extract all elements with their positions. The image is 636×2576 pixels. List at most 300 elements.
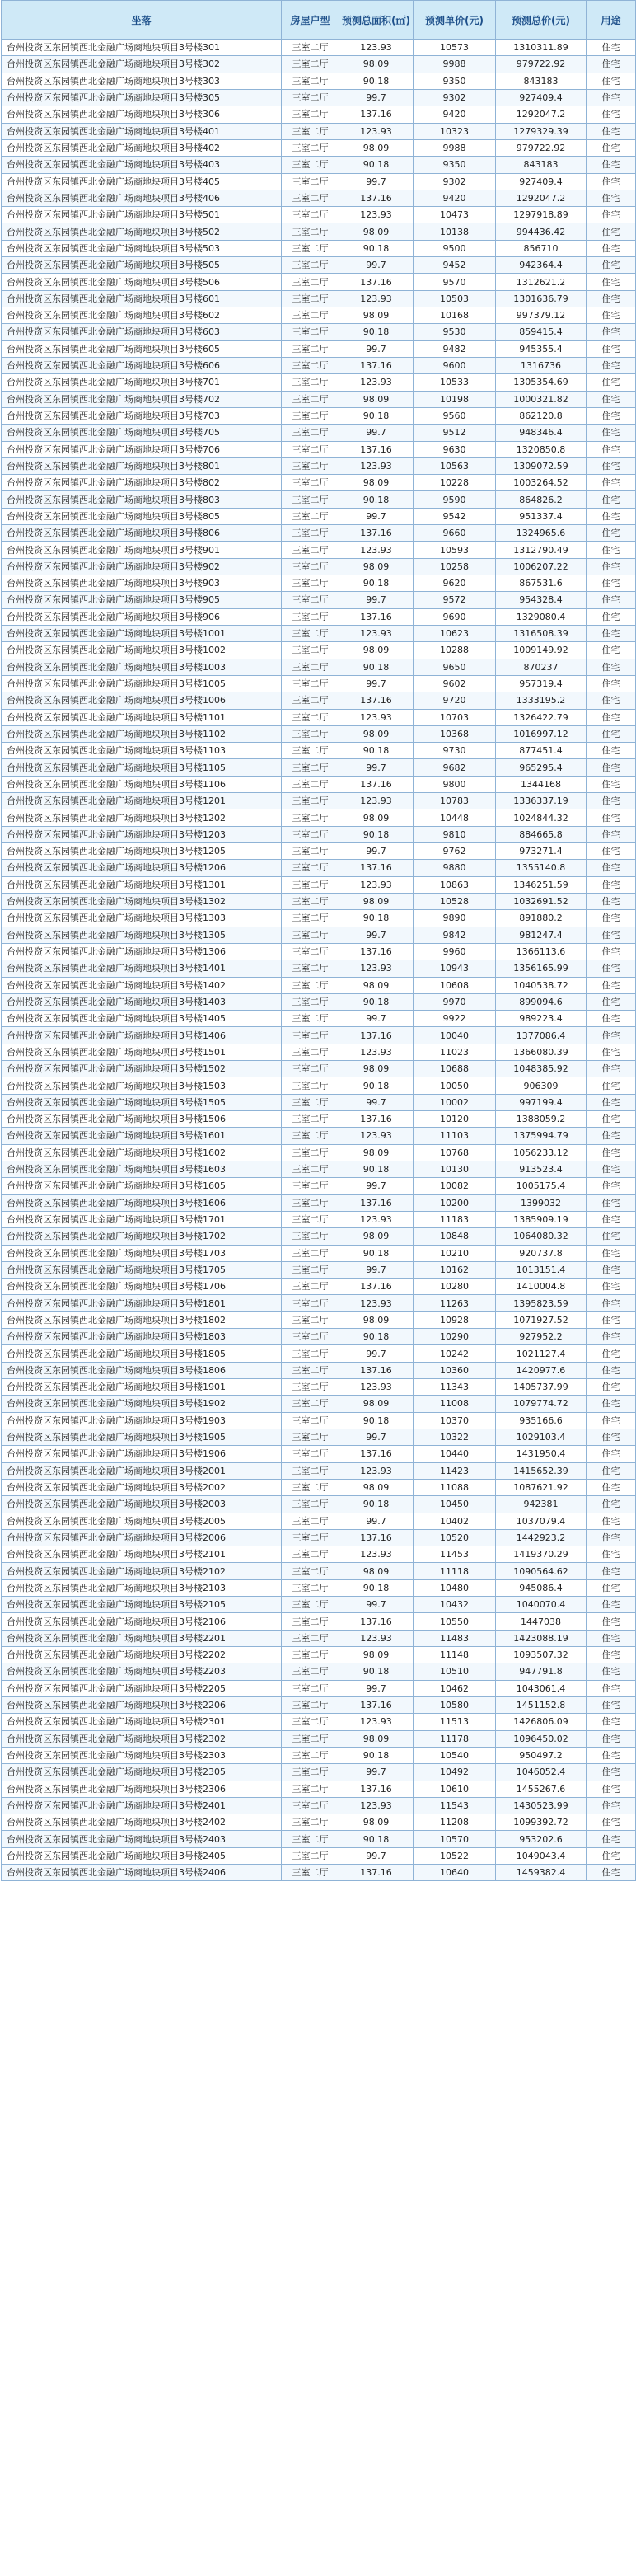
cell-location: 台州投资区东园镇西北金融广场商地块项目3号楼1602 [2,1144,282,1161]
cell-unit-price: 9730 [414,743,496,759]
cell-area: 123.93 [339,542,414,558]
cell-area: 99.7 [339,1261,414,1278]
cell-usage: 住宅 [587,1379,636,1396]
cell-unit-type: 三室二厅 [282,993,339,1010]
cell-unit-type: 三室二厅 [282,1144,339,1161]
table-row [2,1211,636,1227]
cell-location: 台州投资区东园镇西北金融广场商地块项目3号楼1906 [2,1446,282,1462]
cell-usage: 住宅 [587,1279,636,1295]
cell-usage: 住宅 [587,1329,636,1345]
cell-total-price: 948346.4 [496,425,587,441]
cell-location: 台州投资区东园镇西北金融广场商地块项目3号楼1705 [2,1261,282,1278]
cell-usage: 住宅 [587,307,636,324]
table-row [2,290,636,307]
cell-unit-price: 10510 [414,1663,496,1680]
table-row [2,1011,636,1027]
cell-location: 台州投资区东园镇西北金融广场商地块项目3号楼1505 [2,1094,282,1110]
cell-unit-type: 三室二厅 [282,1579,339,1596]
cell-unit-type: 三室二厅 [282,106,339,123]
cell-location: 台州投资区东园镇西北金融广场商地块项目3号楼2006 [2,1529,282,1546]
cell-location: 台州投资区东园镇西北金融广场商地块项目3号楼1006 [2,692,282,709]
cell-area: 98.09 [339,1479,414,1495]
cell-area: 90.18 [339,1663,414,1680]
cell-usage: 住宅 [587,425,636,441]
cell-unit-price: 10370 [414,1412,496,1429]
cell-unit-type: 三室二厅 [282,340,339,357]
cell-unit-type: 三室二厅 [282,592,339,608]
cell-unit-type: 三室二厅 [282,1178,339,1194]
table-row [2,307,636,324]
table-row [2,1228,636,1245]
cell-unit-price: 9762 [414,843,496,860]
cell-unit-type: 三室二厅 [282,190,339,206]
table-row [2,692,636,709]
table-row [2,843,636,860]
cell-total-price: 1090564.62 [496,1563,587,1579]
cell-area: 123.93 [339,960,414,977]
cell-location: 台州投资区东园镇西北金融广场商地块项目3号楼1902 [2,1396,282,1412]
cell-location: 台州投资区东园镇西北金融广场商地块项目3号楼2401 [2,1797,282,1814]
cell-total-price: 1310311.89 [496,40,587,56]
table-row [2,1747,636,1763]
cell-usage: 住宅 [587,1546,636,1563]
cell-area: 137.16 [339,1696,414,1713]
cell-usage: 住宅 [587,1563,636,1579]
cell-location: 台州投资区东园镇西北金融广场商地块项目3号楼2201 [2,1630,282,1646]
table-row [2,1781,636,1797]
cell-location: 台州投资区东园镇西北金融广场商地块项目3号楼1606 [2,1194,282,1211]
table-row [2,1044,636,1060]
cell-location: 台州投资区东园镇西北金融广场商地块项目3号楼402 [2,139,282,156]
cell-area: 90.18 [339,1077,414,1094]
cell-unit-price: 10688 [414,1061,496,1077]
cell-unit-price: 10550 [414,1613,496,1630]
cell-location: 台州投资区东园镇西北金融广场商地块项目3号楼1102 [2,725,282,742]
cell-total-price: 843183 [496,73,587,89]
cell-usage: 住宅 [587,1261,636,1278]
cell-area: 98.09 [339,391,414,407]
cell-unit-type: 三室二厅 [282,1546,339,1563]
cell-unit-price: 10138 [414,223,496,240]
cell-total-price: 1096450.02 [496,1730,587,1747]
table-row [2,1513,636,1529]
cell-usage: 住宅 [587,1295,636,1311]
header-location: 坐落 [2,1,282,40]
cell-unit-price: 9350 [414,73,496,89]
cell-unit-type: 三室二厅 [282,240,339,256]
cell-total-price: 954328.4 [496,592,587,608]
cell-unit-price: 10640 [414,1865,496,1881]
cell-total-price: 884665.8 [496,826,587,842]
cell-total-price: 951337.4 [496,508,587,524]
cell-location: 台州投资区东园镇西北金融广场商地块项目3号楼505 [2,257,282,274]
cell-unit-type: 三室二厅 [282,608,339,625]
cell-usage: 住宅 [587,826,636,842]
cell-total-price: 1071927.52 [496,1311,587,1328]
cell-total-price: 1064080.32 [496,1228,587,1245]
cell-usage: 住宅 [587,1613,636,1630]
cell-total-price: 989223.4 [496,1011,587,1027]
cell-usage: 住宅 [587,1362,636,1378]
cell-location: 台州投资区东园镇西北金融广场商地块项目3号楼805 [2,508,282,524]
cell-unit-type: 三室二厅 [282,441,339,457]
cell-location: 台州投资区东园镇西北金融广场商地块项目3号楼2406 [2,1865,282,1881]
cell-total-price: 864826.2 [496,491,587,508]
cell-unit-type: 三室二厅 [282,324,339,340]
cell-unit-price: 10228 [414,475,496,491]
cell-unit-price: 10610 [414,1781,496,1797]
cell-area: 123.93 [339,40,414,56]
cell-unit-price: 10210 [414,1245,496,1261]
table-row [2,491,636,508]
cell-location: 台州投资区东园镇西北金融广场商地块项目3号楼1702 [2,1228,282,1245]
table-row [2,608,636,625]
cell-location: 台州投资区东园镇西北金融广场商地块项目3号楼806 [2,525,282,542]
cell-total-price: 1000321.82 [496,391,587,407]
cell-unit-type: 三室二厅 [282,659,339,675]
cell-unit-price: 11543 [414,1797,496,1814]
cell-location: 台州投资区东园镇西北金融广场商地块项目3号楼1905 [2,1429,282,1445]
cell-unit-type: 三室二厅 [282,692,339,709]
cell-location: 台州投资区东园镇西北金融广场商地块项目3号楼1002 [2,642,282,659]
cell-usage: 住宅 [587,910,636,927]
cell-total-price: 1355140.8 [496,860,587,876]
cell-unit-price: 10783 [414,793,496,809]
cell-usage: 住宅 [587,642,636,659]
cell-area: 98.09 [339,1228,414,1245]
cell-location: 台州投资区东园镇西北金融广场商地块项目3号楼1601 [2,1128,282,1144]
cell-area: 137.16 [339,608,414,625]
cell-location: 台州投资区东园镇西北金融广场商地块项目3号楼1706 [2,1279,282,1295]
cell-unit-price: 11423 [414,1462,496,1479]
cell-area: 123.93 [339,123,414,139]
cell-location: 台州投资区东园镇西北金融广场商地块项目3号楼605 [2,340,282,357]
cell-location: 台州投资区东园镇西北金融广场商地块项目3号楼1901 [2,1379,282,1396]
cell-unit-price: 10280 [414,1279,496,1295]
cell-total-price: 1032691.52 [496,893,587,909]
cell-location: 台州投资区东园镇西北金融广场商地块项目3号楼1703 [2,1245,282,1261]
cell-location: 台州投资区东园镇西北金融广场商地块项目3号楼1205 [2,843,282,860]
cell-total-price: 1426806.09 [496,1714,587,1730]
cell-usage: 住宅 [587,592,636,608]
cell-unit-price: 9620 [414,575,496,592]
cell-area: 90.18 [339,1412,414,1429]
cell-unit-type: 三室二厅 [282,893,339,909]
cell-unit-type: 三室二厅 [282,1111,339,1128]
cell-area: 90.18 [339,910,414,927]
cell-total-price: 927409.4 [496,89,587,106]
cell-unit-type: 三室二厅 [282,1228,339,1245]
cell-area: 99.7 [339,1680,414,1696]
cell-unit-type: 三室二厅 [282,1865,339,1881]
cell-location: 台州投资区东园镇西北金融广场商地块项目3号楼305 [2,89,282,106]
table-row [2,139,636,156]
cell-unit-type: 三室二厅 [282,1396,339,1412]
cell-usage: 住宅 [587,575,636,592]
cell-location: 台州投资区东园镇西北金融广场商地块项目3号楼902 [2,558,282,575]
table-row [2,776,636,792]
cell-usage: 住宅 [587,324,636,340]
cell-area: 98.09 [339,223,414,240]
cell-total-price: 1395823.59 [496,1295,587,1311]
table-row [2,977,636,993]
cell-unit-price: 10168 [414,307,496,324]
cell-total-price: 1312790.49 [496,542,587,558]
cell-unit-type: 三室二厅 [282,1446,339,1462]
cell-area: 98.09 [339,725,414,742]
cell-location: 台州投资区东园镇西北金融广场商地块项目3号楼1303 [2,910,282,927]
cell-unit-type: 三室二厅 [282,826,339,842]
cell-unit-type: 三室二厅 [282,1194,339,1211]
cell-usage: 住宅 [587,993,636,1010]
cell-area: 90.18 [339,1831,414,1847]
cell-total-price: 1043061.4 [496,1680,587,1696]
cell-usage: 住宅 [587,960,636,977]
cell-area: 90.18 [339,491,414,508]
cell-usage: 住宅 [587,1446,636,1462]
cell-usage: 住宅 [587,1094,636,1110]
cell-location: 台州投资区东园镇西北金融广场商地块项目3号楼403 [2,157,282,173]
cell-total-price: 1423088.19 [496,1630,587,1646]
cell-unit-type: 三室二厅 [282,1597,339,1613]
cell-unit-price: 9600 [414,357,496,373]
cell-area: 90.18 [339,1579,414,1596]
cell-usage: 住宅 [587,759,636,776]
header-row [2,1,636,40]
table-row [2,1178,636,1194]
table-row [2,1663,636,1680]
cell-area: 123.93 [339,1714,414,1730]
cell-total-price: 870237 [496,659,587,675]
cell-area: 90.18 [339,575,414,592]
table-row [2,1714,636,1730]
cell-location: 台州投资区东园镇西北金融广场商地块项目3号楼2305 [2,1764,282,1781]
cell-usage: 住宅 [587,525,636,542]
cell-usage: 住宅 [587,1128,636,1144]
cell-location: 台州投资区东园镇西北金融广场商地块项目3号楼1801 [2,1295,282,1311]
cell-unit-type: 三室二厅 [282,743,339,759]
cell-usage: 住宅 [587,1579,636,1596]
table-row [2,709,636,725]
cell-location: 台州投资区东园镇西北金融广场商地块项目3号楼1106 [2,776,282,792]
cell-location: 台州投资区东园镇西北金融广场商地块项目3号楼1005 [2,675,282,692]
cell-area: 90.18 [339,157,414,173]
cell-area: 123.93 [339,374,414,391]
cell-total-price: 994436.42 [496,223,587,240]
table-row [2,441,636,457]
cell-unit-type: 三室二厅 [282,1781,339,1797]
cell-total-price: 1405737.99 [496,1379,587,1396]
cell-total-price: 1320850.8 [496,441,587,457]
cell-unit-type: 三室二厅 [282,1161,339,1177]
cell-unit-price: 10540 [414,1747,496,1763]
cell-total-price: 867531.6 [496,575,587,592]
cell-usage: 住宅 [587,1011,636,1027]
cell-usage: 住宅 [587,190,636,206]
table-row [2,725,636,742]
cell-total-price: 891880.2 [496,910,587,927]
cell-unit-price: 10162 [414,1261,496,1278]
cell-unit-type: 三室二厅 [282,1529,339,1546]
cell-location: 台州投资区东园镇西北金融广场商地块项目3号楼1701 [2,1211,282,1227]
table-row [2,1128,636,1144]
cell-unit-type: 三室二厅 [282,1211,339,1227]
cell-usage: 住宅 [587,139,636,156]
cell-area: 137.16 [339,1613,414,1630]
cell-total-price: 1049043.4 [496,1847,587,1864]
cell-total-price: 1451152.8 [496,1696,587,1713]
cell-total-price: 1292047.2 [496,190,587,206]
cell-usage: 住宅 [587,709,636,725]
cell-unit-price: 11148 [414,1647,496,1663]
cell-usage: 住宅 [587,1479,636,1495]
cell-total-price: 1048385.92 [496,1061,587,1077]
header-unit-price: 预测单价(元) [414,1,496,40]
cell-usage: 住宅 [587,1647,636,1663]
cell-area: 137.16 [339,1865,414,1881]
table-row [2,1730,636,1747]
cell-unit-price: 9650 [414,659,496,675]
table-row [2,1529,636,1546]
table-row [2,675,636,692]
cell-area: 98.09 [339,1814,414,1831]
cell-location: 台州投资区东园镇西北金融广场商地块项目3号楼1001 [2,625,282,641]
cell-unit-price: 11343 [414,1379,496,1396]
table-row [2,876,636,893]
cell-unit-price: 11023 [414,1044,496,1060]
cell-unit-price: 10440 [414,1446,496,1462]
cell-total-price: 979722.92 [496,139,587,156]
table-row [2,1613,636,1630]
cell-unit-price: 10533 [414,374,496,391]
cell-unit-price: 10573 [414,40,496,56]
cell-unit-price: 11513 [414,1714,496,1730]
cell-total-price: 1029103.4 [496,1429,587,1445]
cell-area: 137.16 [339,1194,414,1211]
cell-area: 90.18 [339,826,414,842]
cell-unit-type: 三室二厅 [282,475,339,491]
table-row [2,1279,636,1295]
cell-total-price: 973271.4 [496,843,587,860]
cell-total-price: 1316508.39 [496,625,587,641]
cell-unit-type: 三室二厅 [282,642,339,659]
cell-location: 台州投资区东园镇西北金融广场商地块项目3号楼401 [2,123,282,139]
cell-location: 台州投资区东园镇西北金融广场商地块项目3号楼2206 [2,1696,282,1713]
cell-total-price: 1459382.4 [496,1865,587,1881]
cell-unit-type: 三室二厅 [282,73,339,89]
table-row [2,1764,636,1781]
table-row [2,1061,636,1077]
cell-area: 99.7 [339,1345,414,1362]
cell-unit-type: 三室二厅 [282,1479,339,1495]
table-row [2,1847,636,1864]
cell-usage: 住宅 [587,457,636,474]
cell-area: 98.09 [339,893,414,909]
cell-area: 137.16 [339,1446,414,1462]
table-row [2,1311,636,1328]
cell-area: 123.93 [339,1546,414,1563]
cell-unit-type: 三室二厅 [282,1261,339,1278]
table-row [2,993,636,1010]
cell-area: 90.18 [339,1161,414,1177]
cell-usage: 住宅 [587,508,636,524]
cell-area: 90.18 [339,1747,414,1763]
cell-unit-type: 三室二厅 [282,1245,339,1261]
cell-location: 台州投资区东园镇西北金融广场商地块项目3号楼1406 [2,1027,282,1044]
cell-total-price: 1316736 [496,357,587,373]
cell-total-price: 1040070.4 [496,1597,587,1613]
cell-total-price: 1366080.39 [496,1044,587,1060]
cell-area: 99.7 [339,1513,414,1529]
cell-location: 台州投资区东园镇西北金融广场商地块项目3号楼2002 [2,1479,282,1495]
cell-location: 台州投资区东园镇西北金融广场商地块项目3号楼1806 [2,1362,282,1378]
cell-unit-type: 三室二厅 [282,1094,339,1110]
cell-location: 台州投资区东园镇西北金融广场商地块项目3号楼2205 [2,1680,282,1696]
table-row [2,324,636,340]
cell-location: 台州投资区东园镇西北金融广场商地块项目3号楼2302 [2,1730,282,1747]
cell-location: 台州投资区东园镇西北金融广场商地块项目3号楼2003 [2,1496,282,1513]
cell-location: 台州投资区东园镇西北金融广场商地块项目3号楼1306 [2,943,282,960]
cell-total-price: 1336337.19 [496,793,587,809]
cell-total-price: 899094.6 [496,993,587,1010]
cell-location: 台州投资区东园镇西北金融广场商地块项目3号楼703 [2,407,282,424]
cell-location: 台州投资区东园镇西北金融广场商地块项目3号楼1502 [2,1061,282,1077]
cell-unit-type: 三室二厅 [282,960,339,977]
cell-unit-type: 三室二厅 [282,860,339,876]
cell-unit-type: 三室二厅 [282,776,339,792]
cell-location: 台州投资区东园镇西北金融广场商地块项目3号楼1203 [2,826,282,842]
table-row [2,592,636,608]
cell-total-price: 1046052.4 [496,1764,587,1781]
cell-usage: 住宅 [587,274,636,290]
cell-total-price: 920737.8 [496,1245,587,1261]
cell-location: 台州投资区东园镇西北金融广场商地块项目3号楼2001 [2,1462,282,1479]
cell-usage: 住宅 [587,843,636,860]
cell-location: 台州投资区东园镇西北金融广场商地块项目3号楼1802 [2,1311,282,1328]
cell-unit-price: 10242 [414,1345,496,1362]
cell-unit-price: 9572 [414,592,496,608]
cell-unit-type: 三室二厅 [282,1295,339,1311]
cell-area: 123.93 [339,1379,414,1396]
cell-total-price: 1324965.6 [496,525,587,542]
cell-usage: 住宅 [587,1345,636,1362]
table-row [2,223,636,240]
table-row [2,1161,636,1177]
cell-unit-price: 10448 [414,809,496,826]
cell-total-price: 1442923.2 [496,1529,587,1546]
cell-unit-price: 9690 [414,608,496,625]
table-row [2,257,636,274]
cell-usage: 住宅 [587,927,636,943]
table-row [2,475,636,491]
cell-unit-type: 三室二厅 [282,1696,339,1713]
cell-total-price: 877451.4 [496,743,587,759]
cell-usage: 住宅 [587,876,636,893]
cell-area: 99.7 [339,340,414,357]
cell-usage: 住宅 [587,542,636,558]
cell-location: 台州投资区东园镇西北金融广场商地块项目3号楼2202 [2,1647,282,1663]
cell-location: 台州投资区东园镇西北金融广场商地块项目3号楼1603 [2,1161,282,1177]
cell-area: 123.93 [339,1211,414,1227]
cell-area: 123.93 [339,1128,414,1144]
cell-total-price: 1385909.19 [496,1211,587,1227]
cell-unit-price: 10563 [414,457,496,474]
cell-location: 台州投资区东园镇西北金融广场商地块项目3号楼2402 [2,1814,282,1831]
cell-unit-price: 11483 [414,1630,496,1646]
cell-location: 台州投资区东园镇西北金融广场商地块项目3号楼405 [2,173,282,190]
table-row [2,374,636,391]
cell-unit-price: 9810 [414,826,496,842]
